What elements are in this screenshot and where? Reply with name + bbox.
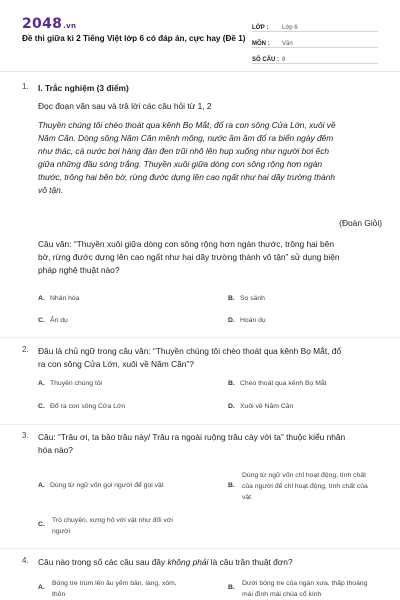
- options-row: [38, 295, 382, 309]
- options-row: [38, 578, 382, 600]
- meta-value: Văn: [282, 41, 293, 47]
- passage-line: Năm Căn. Dòng sông Năm Căn mênh mông, nước ầm ầm đổ ra biển ngày đêm: [38, 133, 334, 143]
- meta-row-subject: [252, 32, 378, 48]
- question-line: Câu văn: “Thuyền xuôi giữa dòng con sông rộng hơn ngàn thước, trông hai bên: [38, 239, 334, 249]
- question-body: [38, 431, 382, 457]
- meta-table: [252, 16, 378, 64]
- option-a[interactable]: A. Dùng từ ngữ vốn gọi người để gọi vật: [38, 482, 164, 489]
- question-divider: [0, 337, 400, 338]
- question-text: [38, 238, 382, 277]
- question-number: 3.: [22, 431, 29, 440]
- question-divider: [0, 548, 400, 549]
- meta-row-class: [252, 16, 378, 32]
- passage-line: Thuyền chúng tôi chèo thoát qua kênh Bọ Mắt, đổ ra con sông Cửa Lớn, xuôi về: [38, 120, 336, 130]
- option-a[interactable]: A. Nhân hóa: [38, 295, 80, 302]
- passage-line: giữa những đầu sóng trắng. Thuyền xuôi giữa dòng con sông rộng hơn ngàn: [38, 159, 323, 169]
- question-line: hóa nào?: [38, 445, 73, 455]
- header-divider: [0, 71, 400, 72]
- option-a[interactable]: A. Bóng tre trùm lên âu yếm bản, làng, xóm, thôn: [38, 580, 177, 598]
- passage-line: thước, trông hai bên bờ, rừng đước dựng lên cao ngất như hai dãy trường thành: [38, 172, 336, 182]
- question-line: Đâu là chủ ngữ trong câu văn: “Thuyền chúng tôi chèo thoát qua kênh Bọ Mắt, đổ: [38, 346, 342, 356]
- options-row: [38, 403, 382, 417]
- option-b[interactable]: B. Dưới bóng tre của ngàn xưa, thấp thoáng mái đình mái chùa cổ kính: [228, 580, 368, 598]
- option-b[interactable]: B. Chèo thoát qua kênh Bọ Mắt: [228, 380, 327, 387]
- logo-sub: .vn: [63, 22, 77, 30]
- options-row: [38, 470, 382, 504]
- instruction-text: Đọc đoạn văn sau và trả lời các câu hỏi từ 1, 2: [38, 101, 212, 111]
- option-c[interactable]: C. Trò chuyện, xưng hô với vật như đối với người: [38, 517, 173, 535]
- passage-line: như thác, cá nước bơi hàng đàn đen trũi nhô lên hụp xuống như người bơi ếch: [38, 146, 330, 156]
- options-row: [38, 380, 382, 394]
- passage-author: (Đoàn Giỏi): [339, 218, 382, 228]
- logo-text: 2048: [22, 16, 63, 32]
- question-line: pháp nghệ thuật nào?: [38, 265, 120, 275]
- passage-line: vô tận.: [38, 185, 64, 195]
- site-logo[interactable]: [22, 16, 76, 32]
- question-line: Câu: “Trâu ơi, ta bảo trâu này/ Trâu ra ngoài ruộng trâu cày với ta” thuộc kiểu nhân: [38, 432, 346, 442]
- option-c[interactable]: C. Ẩn dụ: [38, 317, 68, 324]
- option-b[interactable]: B. So sánh: [228, 295, 265, 302]
- option-c[interactable]: C. Đổ ra con sông Cửa Lớn: [38, 403, 126, 410]
- emphasis-text: không phải: [167, 557, 209, 567]
- page-header: [0, 0, 400, 70]
- meta-key: LỚP :: [252, 25, 269, 31]
- document-title: Đề thi giữa kì 2 Tiếng Việt lớp 6 có đáp án, cực hay (Đề 1): [22, 34, 246, 43]
- question-line: ra con sông Cửa Lớn, xuôi về Năm Căn”?: [38, 359, 194, 369]
- meta-value: 8: [282, 57, 286, 63]
- option-a[interactable]: A. Thuyền chúng tôi: [38, 380, 103, 387]
- option-d[interactable]: D. Xuôi về Năm Căn: [228, 403, 294, 410]
- question-number: 1.: [22, 82, 29, 91]
- question-body: [38, 82, 382, 277]
- section-heading: I. Trắc nghiệm (3 điểm): [38, 83, 129, 93]
- question-body: [38, 556, 382, 569]
- question-number: 4.: [22, 556, 29, 565]
- meta-key: SỐ CÂU :: [252, 57, 279, 63]
- meta-key: MÔN :: [252, 41, 270, 47]
- reading-passage: [38, 119, 382, 197]
- question-line: bờ, rừng đước dựng lên cao ngất như hai dãy trường thành vô tận” sử dụng biện: [38, 252, 340, 262]
- meta-row-count: [252, 48, 378, 64]
- question-line: Câu nào trong số các câu sau đây không phải là câu trần thuật đơn?: [38, 557, 293, 567]
- question-number: 2.: [22, 345, 29, 354]
- question-body: [38, 345, 382, 371]
- option-d[interactable]: D. Hoán dụ: [228, 317, 266, 324]
- option-b[interactable]: B. Dùng từ ngữ vốn chỉ hoạt động, tính chất của người để chỉ hoạt động, tính chất của vật: [228, 472, 368, 501]
- options-row: [38, 515, 382, 541]
- meta-value: Lớp 6: [282, 25, 298, 31]
- options-row: [38, 317, 382, 331]
- question-divider: [0, 424, 400, 425]
